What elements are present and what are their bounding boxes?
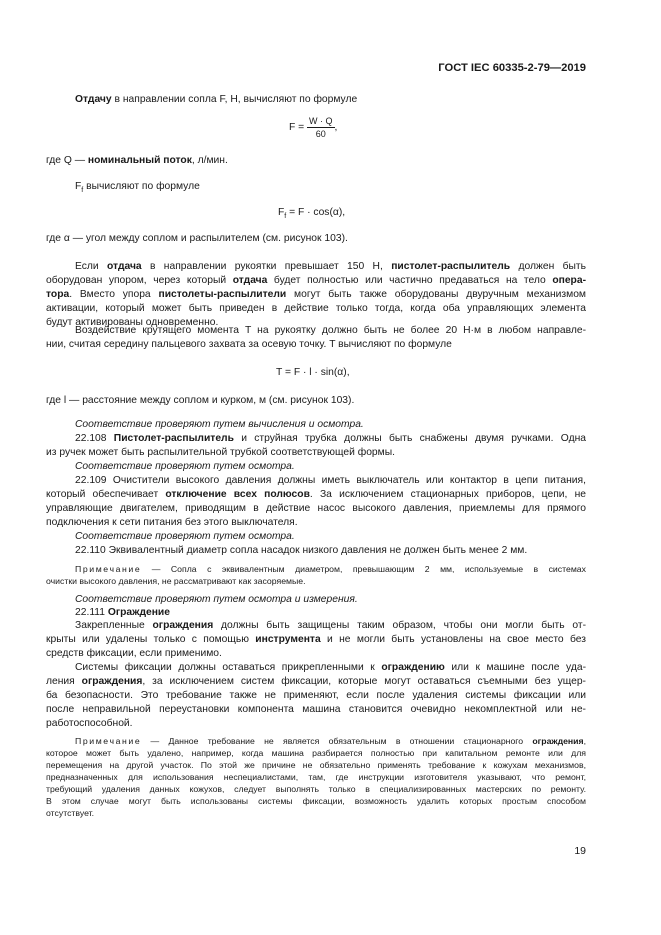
page-number: 19	[574, 845, 586, 857]
clause-22-110: 22.110 Эквивалентный диаметр сопла насадок низкого давления не должен быть менее 2 мм.	[75, 545, 528, 556]
clause-22-108-l2: из ручек может быть распылительной трубкой соответствующей формы.	[46, 447, 395, 458]
clause-22-109-l3: управляющие двигателем, приводящим в действие насос высокого давления, приемлемы для прямого	[46, 503, 586, 514]
note-2-l6: В этом случае могут быть использованы системы фиксации, возможность удалить которых простым способом	[46, 796, 586, 806]
clause-22-109-l4: подключения к сети питания без этого выключателя.	[46, 517, 298, 528]
note-2-l5: требующий удаления данных кожухов, следует выполнять только в специализированных мастерских по ремонту.	[46, 784, 586, 794]
standard-header: ГОСТ IEC 60335-2-79—2019	[438, 62, 586, 74]
note-1: Примечание — Сопла с эквивалентным диаметром, превышающим 2 мм, используемые в системах	[75, 564, 586, 574]
clause-22-109: 22.109 Очистители высокого давления должны иметь выключатель или контактор в цепи питания,	[75, 475, 586, 486]
compliance-4: Соответствие проверяют путем осмотра и измерения.	[75, 594, 358, 605]
note-2-l3: перемещения на другой участок. По этой же причине не обязательно применять требование к кожухам механизмов,	[46, 760, 586, 770]
guard-p1-l3: средств фиксации, если применимо.	[46, 648, 222, 659]
p1-line3: тора. Вместо упора пистолеты-распылители могут быть также оборудованы двуручным механизмом	[46, 289, 586, 300]
formula-torque: T = F · l · sin(α),	[276, 367, 350, 378]
clause-22-108: 22.108 Пистолет-распылитель и струйная трубка должны быть снабжены двумя ручками. Одна	[75, 433, 586, 444]
p1-line1: Если отдача в направлении рукоятки превышает 150 Н, пистолет-распылитель должен быть	[75, 261, 587, 272]
guard-p2-l3: ба безопасности. Это требование также не применяют, если после удаления системы фиксации или	[46, 690, 586, 701]
ff-intro: $F_f$ вычисляют по формуле	[75, 181, 200, 195]
recoil-intro: Отдачу в направлении сопла F, Н, вычисляют по формуле	[75, 94, 358, 105]
formula-ff: $F_f = F \cdot \cos(\alpha)$,	[278, 207, 346, 221]
guard-p2-l4: после неправильной переустановки компонента машина становится очевидно некомплектной или не-	[46, 704, 586, 715]
guard-p1-l1: Закрепленные ограждения должны быть защищены таким образом, чтобы они могли быть от-	[75, 620, 587, 631]
where-alpha: где α — угол между соплом и распылителем (см. рисунок 103).	[46, 233, 348, 244]
guard-p1-l2: крыты или удалены только с помощью инструмента и не могли быть установлены на свое место без	[46, 634, 586, 645]
guard-p2-l5: работоспособной.	[46, 718, 133, 729]
where-q: где Q — номинальный поток, л/мин.	[46, 155, 228, 166]
p2-line1: Воздействие крутящего момента T на рукоятку должно быть не более 20 Н·м в любом направле-	[75, 325, 586, 336]
p1-line4: активации, который может быть приведен в действие только тогда, когда оба управляющих элемента	[46, 303, 586, 314]
p2-line2: нии, считая середину пальцевого захвата за осевую точку. T вычисляют по формуле	[46, 339, 452, 350]
compliance-3: Соответствие проверяют путем осмотра.	[75, 531, 295, 542]
guard-p2-l1: Системы фиксации должны оставаться прикрепленными к ограждению или к машине после уда-	[75, 662, 586, 673]
where-l: где l — расстояние между соплом и курком, м (см. рисунок 103).	[46, 395, 355, 406]
p1-line2: оборудован упором, через который отдача будет полностью или частично предаваться на тело опера-	[46, 275, 586, 286]
formula-recoil: F = $\frac{W \cdot Q}{60}$ ,	[289, 116, 338, 139]
note-2-l2: которое может быть удалено, например, когда машина разбирается полностью при капитальном ремонте или для	[46, 748, 586, 758]
clause-22-109-l2: который обеспечивает отключение всех полюсов. За исключением стационарных приборов, цепи, не	[46, 489, 586, 500]
compliance-2: Соответствие проверяют путем осмотра.	[75, 461, 295, 472]
note-2: Примечание — Данное требование не является обязательным в отношении стационарного ограждения,	[75, 736, 586, 746]
clause-22-111: 22.111 Ограждение	[75, 607, 170, 618]
note-1-l2: очистки высокого давления, не рассматривают как засоряемые.	[46, 576, 306, 586]
note-2-l4: предназначенных для использования неспециалистами, там, где инструкции изготовителя указывают, что ремонт,	[46, 772, 586, 782]
note-2-l7: отсутствует.	[46, 808, 95, 818]
compliance-1: Соответствие проверяют путем вычисления и осмотра.	[75, 419, 364, 430]
p1-line5: будут активированы одновременно.	[46, 317, 219, 328]
guard-p2-l2: ления ограждения, за исключением систем фиксации, которые могут оставаться съемными без ущер-	[46, 676, 586, 687]
